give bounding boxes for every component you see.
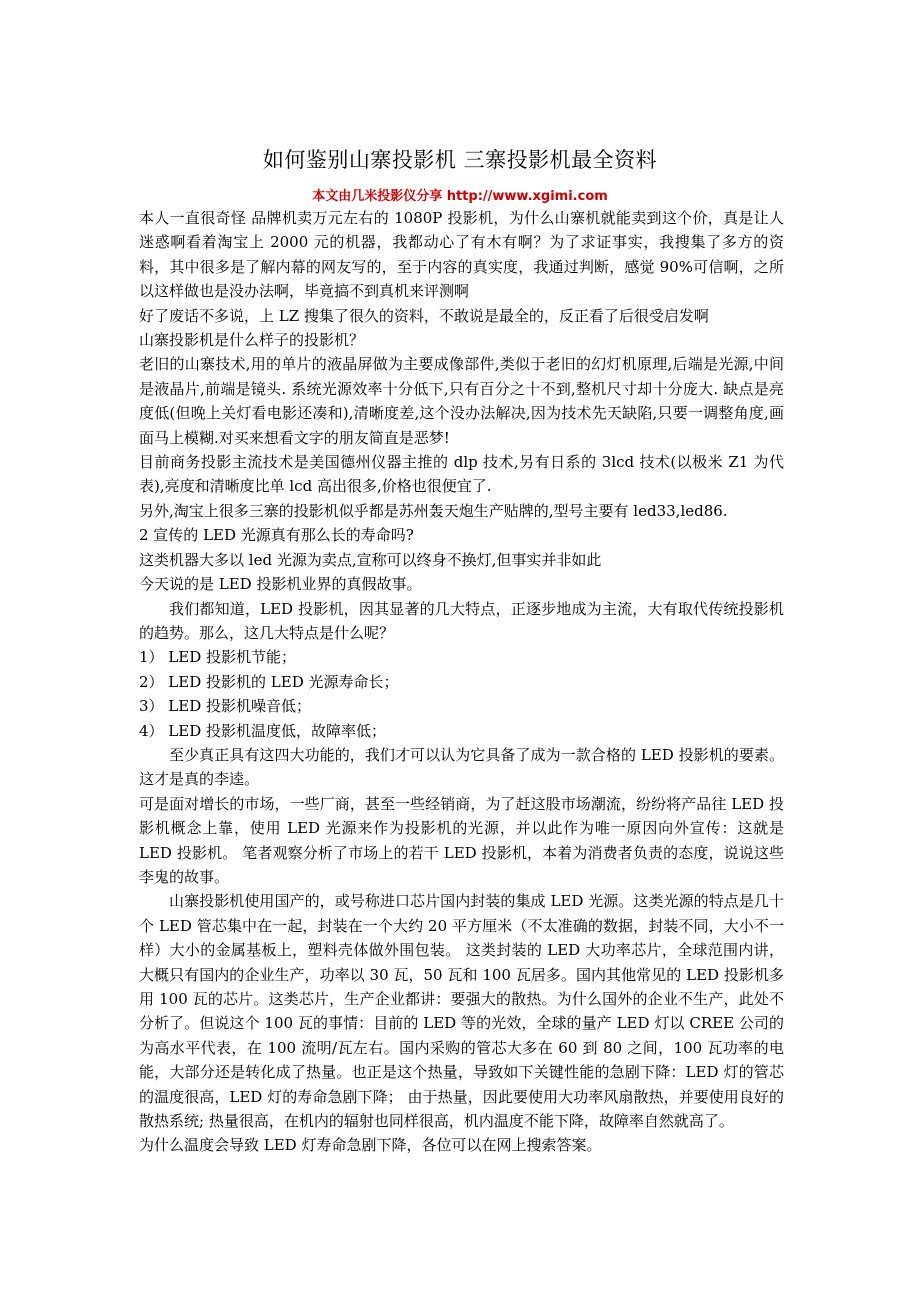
list-item-2: 2） LED 投影机的 LED 光源寿命长； bbox=[139, 672, 399, 691]
article-body bbox=[139, 206, 784, 1158]
list-item-4: 4） LED 投影机温度低，故障率低； bbox=[139, 721, 387, 740]
paragraph-led-features: 我们都知道，LED 投影机，因其显著的几大特点，正逐步地成为主流，大有取代传统投影机的趋势。那么，这几大特点是什么呢？ bbox=[139, 599, 784, 642]
paragraph-closing: 为什么温度会导致 LED 灯寿命急剧下降，各位可以在网上搜索答案。 bbox=[139, 1136, 602, 1155]
paragraph-question-1: 山寨投影机是什么样子的投影机？ bbox=[139, 331, 365, 350]
paragraph-preface: 好了废话不多说，上 LZ 搜集了很久的资料，不敢说是最全的，反正看了后很受启发啊 bbox=[139, 306, 709, 325]
paragraph-shanzhai-led: 山寨投影机使用国产的，或号称进口芯片国内封装的集成 LED 光源。这类光源的特点是几十个 LED 管芯集中在一起，封装在一个大约 20 平方厘米（不太准确的数据，封装不同，大小不一样）大小的金属基板上，塑料壳体做外围包装。 这类封装的 LED 大功率芯片，全球范围内讲，大概只有国内的企业生产，功率以 30 瓦，50 瓦和 100 瓦居多。国内其他常见的 LED 投影机多用 100 瓦的芯片。这类芯片，生产企业都讲：要强大的散热。为什么国外的企业不生产，此处不分析了。但说这个 100 瓦的事情：目前的 LED 等的光效，全球的量产 LED 灯以 CREE 公司的为高水平代表，在 100 流明/瓦左右。国内采购的管芯大多在 60 到 80 之间，100 瓦功率的电能，大部分还是转化成了热量。也正是这个热量，导致如下关键性能的急剧下降：LED 灯的管芯的温度很高，LED 灯的寿命急剧下降； 由于热量，因此要使用大功率风扇散热，并要使用良好的散热系统; 热量很高，在机内的辐射也同样很高，机内温度不能下降，故障率自然就高了。 bbox=[139, 892, 784, 1131]
paragraph-mainstream-tech: 目前商务投影主流技术是美国德州仪器主推的 dlp 技术,另有日系的 3lcd 技术(以极米 Z1 为代表),亮度和清晰度比单 lcd 高出很多,价格也很便宜了. bbox=[139, 453, 784, 496]
paragraph-intro: 本人一直很奇怪 品牌机卖万元左右的 1080P 投影机，为什么山寨机就能卖到这个价，真是让人迷惑啊看着淘宝上 2000 元的机器，我都动心了有木有啊？为了求证事实，我搜集了多方的资料，其中很多是了解内幕的网友写的，至于内容的真实度，我通过判断，感觉 90%可信啊，之所以这样做也是没办法啊，毕竟搞不到真机来评测啊 bbox=[139, 209, 784, 301]
paragraph-taobao-oem: 另外,淘宝上很多三寨的投影机似乎都是苏州轰天炮生产贴牌的,型号主要有 led33,led86. bbox=[139, 501, 728, 520]
document-title: 如何鉴别山寨投影机 三寨投影机最全资料 bbox=[262, 148, 658, 172]
source-attribution: 本文由几米投影仪分享 http://www.xgimi.com bbox=[312, 189, 608, 204]
paragraph-question-2: 2 宣传的 LED 光源真有那么长的寿命吗? bbox=[139, 526, 414, 545]
paragraph-old-tech: 老旧的山寨技术,用的单片的液晶屏做为主要成像部件,类似于老旧的幻灯机原理,后端是光源,中间是液晶片,前端是镜头. 系统光源效率十分低下,只有百分之十不到,整机尺寸却十分庞大. 缺点是亮度低(但晚上关灯看电影还凑和),清晰度差,这个没办法解决,因为技术先天缺陷,只要一调整角度,画面马上模糊.对买来想看文字的朋友简直是恶梦! bbox=[139, 355, 784, 447]
paragraph-real-li-kui: 至少真正具有这四大功能的，我们才可以认为它具备了成为一款合格的 LED 投影机的要素。这才是真的李逵。 bbox=[139, 745, 784, 789]
paragraph-topic: 今天说的是 LED 投影机业界的真假故事。 bbox=[139, 575, 422, 594]
paragraph-market: 可是面对增长的市场，一些厂商，甚至一些经销商，为了赶这股市场潮流，纷纷将产品往 LED 投影机概念上靠，使用 LED 光源来作为投影机的光源，并以此作为唯一原因向外宣传：这就是 LED 投影机。 笔者观察分析了市场上的若干 LED 投影机，本着为消费者负责的态度，说说这些李鬼的故事。 bbox=[139, 794, 784, 886]
list-item-1: 1） LED 投影机节能； bbox=[139, 648, 297, 667]
paragraph-led-claim: 这类机器大多以 led 光源为卖点,宣称可以终身不换灯,但事实并非如此 bbox=[139, 550, 602, 569]
list-item-3: 3） LED 投影机噪音低； bbox=[139, 697, 312, 716]
